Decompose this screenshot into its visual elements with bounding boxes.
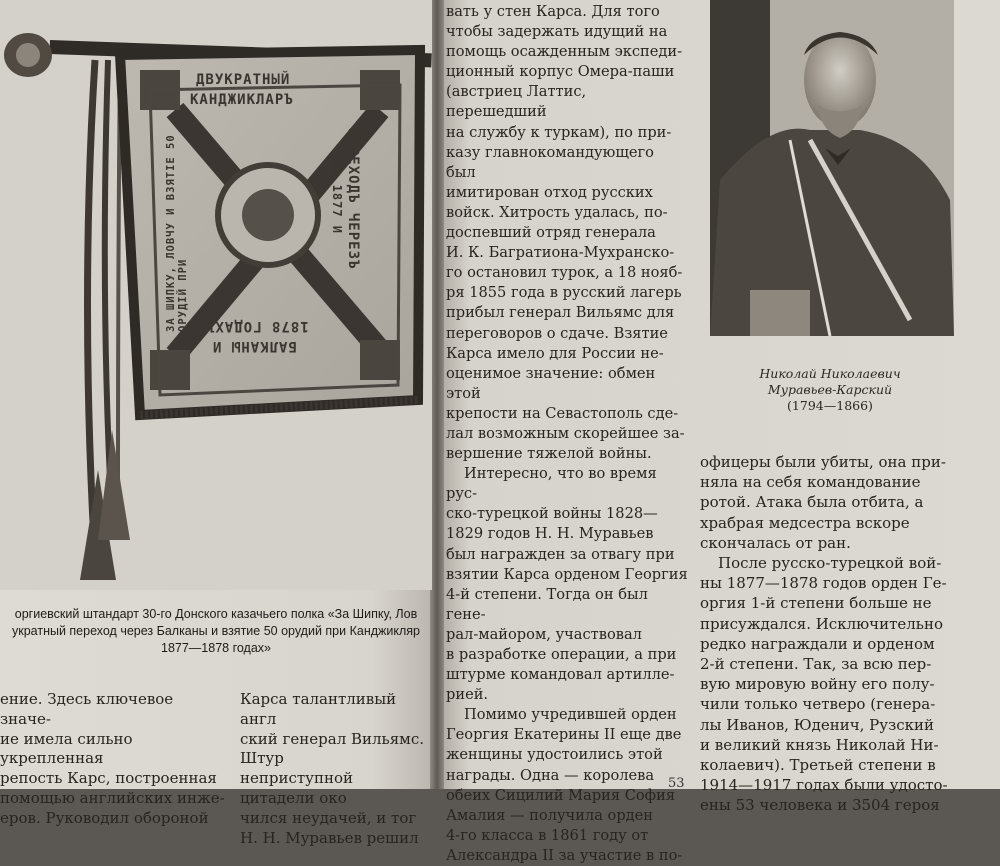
banner-inscription-bottom1: 1878 ГОДАХЪ: [205, 318, 309, 334]
text-line: неприступной цитадели око: [240, 769, 354, 807]
portrait-caption: [700, 366, 960, 414]
portrait-caption-dates: (1794—1866): [787, 398, 873, 413]
text-line: оценимое значение: обмен этой: [446, 364, 656, 402]
text-line: редко награждали и орденом: [700, 634, 935, 653]
text-line: награды. Одна — королева: [446, 766, 655, 784]
text-line: чился неудачей, и тог: [240, 808, 417, 827]
text-line: штурме командовал артилле-: [446, 666, 675, 684]
text-line: 2-й степени. Так, за всю пер-: [700, 655, 932, 674]
banner-caption-line: укратный переход через Балканы и взятие 50 орудий при Канджикляр: [12, 624, 420, 638]
text-line: был награжден за отвагу при: [446, 545, 675, 563]
book-gutter: [430, 0, 444, 789]
banner-caption-line: оргиевский штандарт 30-го Донского казачьего полка «За Шипку, Лов: [14, 607, 418, 621]
text-line: Александра II за участие в по-: [446, 846, 683, 864]
text-line: скончалась от ран.: [700, 533, 851, 552]
text-line: офицеры были убиты, она при-: [700, 453, 946, 471]
text-line: присуждался. Исключительно: [700, 614, 943, 633]
text-line: ционный корпус Омера-паши: [446, 63, 675, 81]
text-line: ротой. Атака была отбита, а: [700, 493, 924, 512]
text-line: оргия 1-й степени больше не: [700, 594, 932, 613]
text-line: ны 1877—1878 годов орден Ге-: [700, 574, 947, 593]
text-line: 1914—1917 годах были удосто-: [700, 776, 948, 795]
text-line: и великий князь Николай Ни-: [700, 735, 939, 754]
banner-photograph: [0, 0, 432, 590]
text-line: колаевич). Третьей степени в: [700, 756, 936, 775]
text-line: взятии Карса орденом Георгия: [446, 565, 688, 583]
text-line: Георгия Екатерины II еще две: [446, 726, 682, 744]
text-line: рал-майором, участвовал: [446, 625, 642, 643]
text-line: крепости на Севастополь сде-: [446, 404, 679, 422]
portrait-caption-name: Николай Николаевич: [759, 366, 901, 381]
text-line: ены 53 человека и 3504 героя: [700, 796, 940, 815]
text-line: 1829 годов Н. Н. Муравьев: [446, 525, 654, 543]
text-line: лал возможным скорейшее за-: [446, 424, 685, 442]
page-number: 53: [668, 776, 685, 791]
text-line: ский генерал Вильямс. Штур: [240, 729, 425, 768]
text-line: имитирован отход русских: [446, 183, 653, 201]
portrait-illustration: [710, 0, 954, 336]
banner-inscription-left: ЗА ШИПКУ, ЛОВЧУ И ВЗЯТІЕ 50 ОРУДІЙ ПРИ: [165, 134, 189, 332]
text-line: прибыл генерал Вильямс для: [446, 304, 675, 322]
banner-inscription-right-year: ВЪ 1877 И: [330, 160, 344, 235]
left-column-2: [240, 690, 430, 848]
text-line: 4-й степени. Тогда он был гене-: [446, 585, 648, 623]
text-line: чтобы задержать идущий на: [446, 23, 668, 41]
text-line: вую мировую войну его полу-: [700, 675, 935, 694]
text-line: И. К. Багратиона-Мухранско-: [446, 244, 675, 262]
text-line: 4-го класса в 1861 году от: [446, 826, 649, 844]
text-line: лы Иванов, Юденич, Рузский: [700, 715, 935, 734]
text-line: помощь осажденным экспеди-: [446, 43, 683, 61]
portrait-caption-surname: Муравьев-Карский: [767, 382, 893, 397]
text-line: рией.: [446, 686, 489, 704]
text-line: женщины удостоились этой: [446, 746, 663, 764]
text-line: го остановил турок, а 18 нояб-: [446, 264, 683, 282]
text-line: в разработке операции, а при: [446, 646, 677, 663]
text-line: на службу к туркам), по при-: [446, 123, 672, 141]
text-line: Карса талантливый англ: [240, 690, 397, 728]
text-line: Амалия — получила орден: [446, 806, 654, 824]
text-line: вершение тяжелой войны.: [446, 445, 652, 463]
text-line: войск. Хитрость удалась, по-: [446, 203, 668, 221]
text-line: чили только четверо (генера-: [700, 695, 936, 714]
banner-inscription-bottom2: БАЛКАНЫ И: [212, 338, 297, 354]
text-line: ско-турецкой войны 1828—: [446, 505, 658, 523]
text-line: После русско-турецкой вой-: [718, 554, 942, 573]
text-line: доспевший отряд генерала: [446, 224, 656, 242]
banner-illustration: [0, 0, 432, 590]
text-line: помощью английских инже-: [0, 788, 225, 807]
banner-caption: [0, 606, 432, 657]
right-column-1: [446, 2, 688, 866]
banner-inscription-right: ПЕРЕХОДЪ ЧЕРЕЗЪ: [345, 128, 361, 270]
banner-inscription-top1: ДВУКРАТНЫЙ: [196, 72, 291, 88]
left-column-1: [0, 690, 225, 829]
text-line: вать у стен Карса. Для того: [446, 3, 660, 20]
text-line: казу главнокомандующего был: [446, 143, 654, 181]
text-line: переговоров о сдаче. Взятие: [446, 324, 668, 342]
text-line: Интересно, что во время рус-: [446, 465, 657, 503]
text-line: еров. Руководил обороной: [0, 808, 209, 827]
text-line: Карса имело для России не-: [446, 344, 664, 362]
text-line: (австриец Латтис, перешедший: [446, 83, 587, 121]
text-line: ря 1855 года в русский лагерь: [446, 284, 682, 302]
text-line: ение. Здесь ключевое значе-: [0, 690, 174, 728]
banner-inscription-top2: КАНДЖИКЛАРЪ: [190, 92, 294, 108]
text-line: репость Карс, построенная: [0, 769, 217, 788]
text-line: Н. Н. Муравьев решил: [240, 828, 419, 847]
banner-caption-line: 1877—1878 годах»: [161, 641, 271, 655]
portrait-photograph: [710, 0, 954, 336]
text-line: Помимо учредившей орден: [464, 706, 677, 724]
text-line: храбрая медсестра вскоре: [700, 513, 910, 532]
text-line: ие имела сильно укрепленная: [0, 729, 133, 768]
text-line: обеих Сицилий Мария София: [446, 786, 676, 804]
right-column-2: [700, 452, 980, 816]
text-line: няла на себя командование: [700, 473, 921, 492]
